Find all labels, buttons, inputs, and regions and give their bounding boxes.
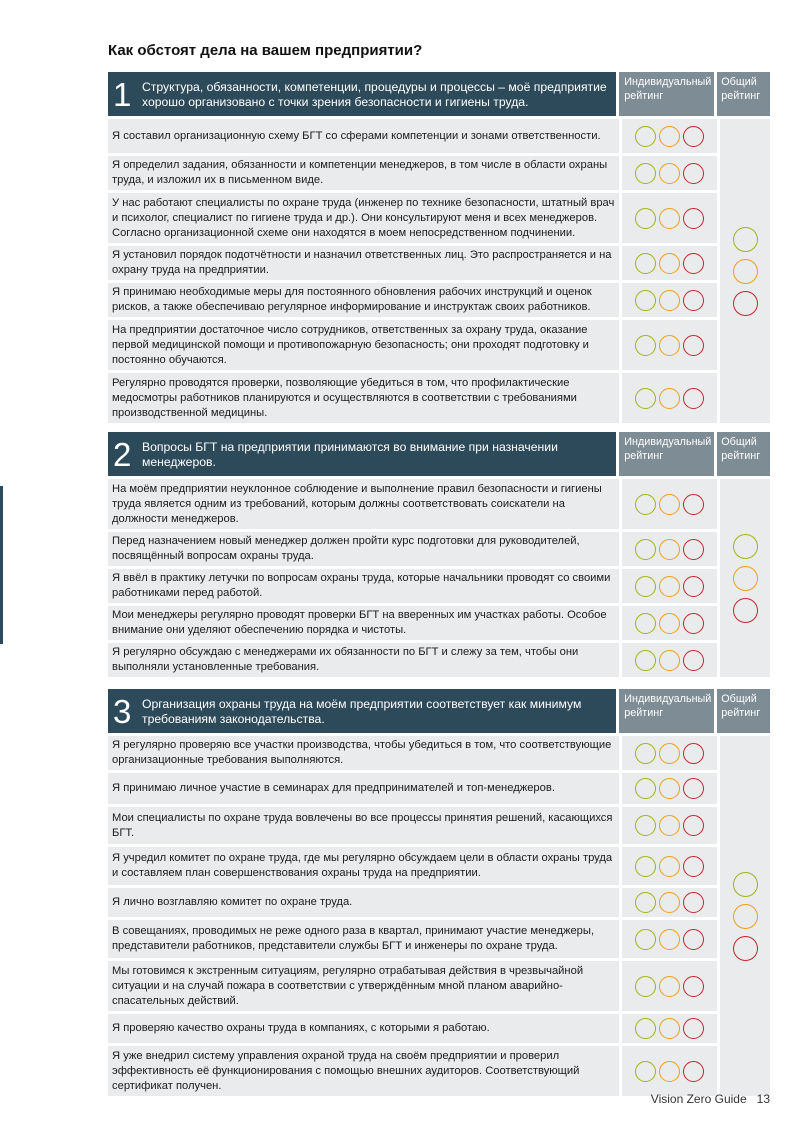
question-text: Я учредил комитет по охране труда, где мы регулярно обсуждаем цели в области охраны труда и составляем план совершенствования охраны труда на предприятии. xyxy=(108,847,619,885)
orange-rating-circle[interactable] xyxy=(659,613,680,634)
section-body xyxy=(108,119,770,423)
green-rating-circle[interactable] xyxy=(635,163,656,184)
red-rating-circle[interactable] xyxy=(683,290,704,311)
individual-rating xyxy=(622,736,717,770)
question-text: Я регулярно обсуждаю с менеджерами их обязанности по БГТ и слежу за тем, чтобы они выполняли установленные требования. xyxy=(108,643,619,677)
individual-rating xyxy=(622,119,717,153)
red-rating-circle[interactable] xyxy=(683,1061,704,1082)
individual-rating xyxy=(622,773,717,804)
orange-rating-circle[interactable] xyxy=(659,253,680,274)
overall-orange-circle[interactable] xyxy=(733,259,758,284)
question-row xyxy=(108,847,717,885)
question-list xyxy=(108,736,717,1096)
question-row xyxy=(108,606,717,640)
question-text: Мои специалисты по охране труда вовлечены во все процессы принятия решений, касающихся БГТ. xyxy=(108,807,619,844)
red-rating-circle[interactable] xyxy=(683,1018,704,1039)
green-rating-circle[interactable] xyxy=(635,576,656,597)
red-rating-circle[interactable] xyxy=(683,253,704,274)
green-rating-circle[interactable] xyxy=(635,1018,656,1039)
red-rating-circle[interactable] xyxy=(683,929,704,950)
orange-rating-circle[interactable] xyxy=(659,1018,680,1039)
question-row xyxy=(108,773,717,804)
individual-rating xyxy=(622,246,717,280)
question-row xyxy=(108,373,717,423)
green-rating-circle[interactable] xyxy=(635,929,656,950)
overall-green-circle[interactable] xyxy=(733,872,758,897)
question-row xyxy=(108,119,717,153)
green-rating-circle[interactable] xyxy=(635,856,656,877)
orange-rating-circle[interactable] xyxy=(659,335,680,356)
publication-name: Vision Zero Guide xyxy=(650,1092,747,1106)
column-header-individual: Индивидуальный рейтинг xyxy=(619,432,714,476)
red-rating-circle[interactable] xyxy=(683,856,704,877)
question-text: Перед назначением новый менеджер должен пройти курс подготовки для руководителей, посвящённый вопросам охраны труда. xyxy=(108,532,619,566)
section-number: 1 xyxy=(113,75,132,113)
orange-rating-circle[interactable] xyxy=(659,388,680,409)
orange-rating-circle[interactable] xyxy=(659,163,680,184)
orange-rating-circle[interactable] xyxy=(659,929,680,950)
question-text: Я ввёл в практику летучки по вопросам охраны труда, которые начальники проводят со своими работниками перед работой. xyxy=(108,569,619,603)
individual-rating xyxy=(622,1046,717,1096)
individual-rating xyxy=(622,479,717,529)
green-rating-circle[interactable] xyxy=(635,815,656,836)
question-row xyxy=(108,807,717,844)
side-marker xyxy=(0,486,3,644)
overall-orange-circle[interactable] xyxy=(733,904,758,929)
individual-rating xyxy=(622,1014,717,1043)
red-rating-circle[interactable] xyxy=(683,778,704,799)
individual-rating xyxy=(622,569,717,603)
red-rating-circle[interactable] xyxy=(683,335,704,356)
question-row xyxy=(108,246,717,280)
individual-rating xyxy=(622,643,717,677)
overall-rating xyxy=(720,736,770,1096)
orange-rating-circle[interactable] xyxy=(659,126,680,147)
question-text: На моём предприятии неуклонное соблюдение и выполнение правил безопасности и гигиены труда является одним из требований, которым должны соответствовать соискатели на должности менеджеров. xyxy=(108,479,619,529)
individual-rating xyxy=(622,920,717,958)
green-rating-circle[interactable] xyxy=(635,335,656,356)
overall-orange-circle[interactable] xyxy=(733,566,758,591)
orange-rating-circle[interactable] xyxy=(659,976,680,997)
column-header-individual: Индивидуальный рейтинг xyxy=(619,689,714,733)
question-text: Мои менеджеры регулярно проводят проверки БГТ на вверенных им участках работы. Особое внимание они уделяют обеспечению порядка и чистоты. xyxy=(108,606,619,640)
section-header xyxy=(108,432,770,476)
question-row xyxy=(108,479,717,529)
question-row xyxy=(108,1014,717,1043)
section-title: Вопросы БГТ на предприятии принимаются во внимание при назначении менеджеров. xyxy=(142,440,558,469)
green-rating-circle[interactable] xyxy=(635,539,656,560)
red-rating-circle[interactable] xyxy=(683,494,704,515)
red-rating-circle[interactable] xyxy=(683,743,704,764)
orange-rating-circle[interactable] xyxy=(659,856,680,877)
section-title-bar xyxy=(108,72,616,116)
overall-rating xyxy=(720,119,770,423)
question-text: Я принимаю личное участие в семинарах для предпринимателей и топ-менеджеров. xyxy=(108,773,619,804)
question-row xyxy=(108,156,717,190)
question-text: Регулярно проводятся проверки, позволяющие убедиться в том, что профилактические медосмотры работников планируются и осуществляются в соответствии с требованиями производственной медицины. xyxy=(108,373,619,423)
green-rating-circle[interactable] xyxy=(635,388,656,409)
red-rating-circle[interactable] xyxy=(683,976,704,997)
section-body xyxy=(108,479,770,677)
orange-rating-circle[interactable] xyxy=(659,290,680,311)
green-rating-circle[interactable] xyxy=(635,253,656,274)
green-rating-circle[interactable] xyxy=(635,126,656,147)
orange-rating-circle[interactable] xyxy=(659,743,680,764)
green-rating-circle[interactable] xyxy=(635,208,656,229)
question-row xyxy=(108,569,717,603)
section-title: Организация охраны труда на моём предприятии соответствует как минимум требованиям законодательства. xyxy=(142,697,582,726)
question-list xyxy=(108,119,717,423)
question-row xyxy=(108,736,717,770)
question-row xyxy=(108,283,717,317)
overall-red-circle[interactable] xyxy=(733,291,758,316)
orange-rating-circle[interactable] xyxy=(659,892,680,913)
section-number: 3 xyxy=(113,692,132,730)
green-rating-circle[interactable] xyxy=(635,494,656,515)
column-header-overall: Общий рейтинг xyxy=(717,432,770,476)
green-rating-circle[interactable] xyxy=(635,976,656,997)
overall-rating xyxy=(720,479,770,677)
green-rating-circle[interactable] xyxy=(635,743,656,764)
question-row xyxy=(108,1046,717,1096)
red-rating-circle[interactable] xyxy=(683,613,704,634)
red-rating-circle[interactable] xyxy=(683,208,704,229)
page-title: Как обстоят дела на вашем предприятии? xyxy=(108,42,423,59)
green-rating-circle[interactable] xyxy=(635,650,656,671)
individual-rating xyxy=(622,283,717,317)
question-row xyxy=(108,920,717,958)
section-title-bar xyxy=(108,432,616,476)
question-text: Я уже внедрил систему управления охраной труда на своём предприятии и проверил эффективность её функционирования с помощью внешних аудиторов. Соответствующий сертификат получен. xyxy=(108,1046,619,1096)
red-rating-circle[interactable] xyxy=(683,892,704,913)
question-text: На предприятии достаточное число сотрудников, ответственных за охрану труда, оказание первой медицинской помощи и противопожарную безопасность; они проходят подготовку и постоянно обучаются. xyxy=(108,320,619,370)
green-rating-circle[interactable] xyxy=(635,892,656,913)
section-header xyxy=(108,689,770,733)
question-text: У нас работают специалисты по охране труда (инженер по технике безопасности, штатный врач и психолог, специалист по гигиене труда и др.). Они консультируют меня и всех менеджеров. Согласно организационной схеме они находятся в моем непосредственном подчинении. xyxy=(108,193,619,243)
question-text: Я определил задания, обязанности и компетенции менеджеров, в том числе в области охраны труда, и изложил их в письменном виде. xyxy=(108,156,619,190)
red-rating-circle[interactable] xyxy=(683,815,704,836)
column-header-individual: Индивидуальный рейтинг xyxy=(619,72,714,116)
orange-rating-circle[interactable] xyxy=(659,815,680,836)
question-text: Я установил порядок подотчётности и назначил ответственных лиц. Это распространяется и на охрану труда на предприятии. xyxy=(108,246,619,280)
green-rating-circle[interactable] xyxy=(635,290,656,311)
column-header-overall: Общий рейтинг xyxy=(717,689,770,733)
individual-rating xyxy=(622,532,717,566)
green-rating-circle[interactable] xyxy=(635,778,656,799)
individual-rating xyxy=(622,961,717,1011)
individual-rating xyxy=(622,373,717,423)
red-rating-circle[interactable] xyxy=(683,126,704,147)
overall-red-circle[interactable] xyxy=(733,598,758,623)
individual-rating xyxy=(622,888,717,917)
orange-rating-circle[interactable] xyxy=(659,208,680,229)
green-rating-circle[interactable] xyxy=(635,613,656,634)
section-header xyxy=(108,72,770,116)
question-row xyxy=(108,320,717,370)
red-rating-circle[interactable] xyxy=(683,388,704,409)
red-rating-circle[interactable] xyxy=(683,576,704,597)
individual-rating xyxy=(622,193,717,243)
page-footer xyxy=(641,1092,770,1106)
question-text: Я составил организационную схему БГТ со сферами компетенции и зонами ответственности. xyxy=(108,119,619,153)
red-rating-circle[interactable] xyxy=(683,650,704,671)
overall-green-circle[interactable] xyxy=(733,534,758,559)
section-number: 2 xyxy=(113,435,132,473)
individual-rating xyxy=(622,320,717,370)
overall-red-circle[interactable] xyxy=(733,936,758,961)
section-1 xyxy=(108,72,770,423)
question-text: Я проверяю качество охраны труда в компаниях, с которыми я работаю. xyxy=(108,1014,619,1043)
question-text: Я регулярно проверяю все участки производства, чтобы убедиться в том, что соответствующие организационные требования выполняются. xyxy=(108,736,619,770)
question-list xyxy=(108,479,717,677)
individual-rating xyxy=(622,606,717,640)
question-text: Я принимаю необходимые меры для постоянного обновления рабочих инструкций и оценок рисков, а также обеспечиваю регулярное информирование и инструктаж своих работников. xyxy=(108,283,619,317)
individual-rating xyxy=(622,807,717,844)
question-text: В совещаниях, проводимых не реже одного раза в квартал, принимают участие менеджеры, представители работников, представители службы БГТ и инженеры по охране труда. xyxy=(108,920,619,958)
question-row xyxy=(108,888,717,917)
individual-rating xyxy=(622,156,717,190)
green-rating-circle[interactable] xyxy=(635,1061,656,1082)
orange-rating-circle[interactable] xyxy=(659,778,680,799)
orange-rating-circle[interactable] xyxy=(659,1061,680,1082)
question-text: Я лично возглавляю комитет по охране труда. xyxy=(108,888,619,917)
red-rating-circle[interactable] xyxy=(683,539,704,560)
question-row xyxy=(108,532,717,566)
red-rating-circle[interactable] xyxy=(683,163,704,184)
section-title-bar xyxy=(108,689,616,733)
page-number: 13 xyxy=(756,1092,770,1106)
section-2 xyxy=(108,432,770,677)
question-row xyxy=(108,643,717,677)
orange-rating-circle[interactable] xyxy=(659,539,680,560)
section-3 xyxy=(108,689,770,1096)
question-text: Мы готовимся к экстренным ситуациям, регулярно отрабатывая действия в чрезвычайной ситуации и на случай пожара в соответствии с утверждённым мной планом аварийно-спасательных действий. xyxy=(108,961,619,1011)
section-title: Структура, обязанности, компетенции, процедуры и процессы – моё предприятие хорошо организовано с точки зрения безопасности и гигиены труда. xyxy=(142,80,607,109)
individual-rating xyxy=(622,847,717,885)
question-row xyxy=(108,193,717,243)
overall-green-circle[interactable] xyxy=(733,227,758,252)
column-header-overall: Общий рейтинг xyxy=(717,72,770,116)
orange-rating-circle[interactable] xyxy=(659,650,680,671)
orange-rating-circle[interactable] xyxy=(659,494,680,515)
question-row xyxy=(108,961,717,1011)
section-body xyxy=(108,736,770,1096)
orange-rating-circle[interactable] xyxy=(659,576,680,597)
